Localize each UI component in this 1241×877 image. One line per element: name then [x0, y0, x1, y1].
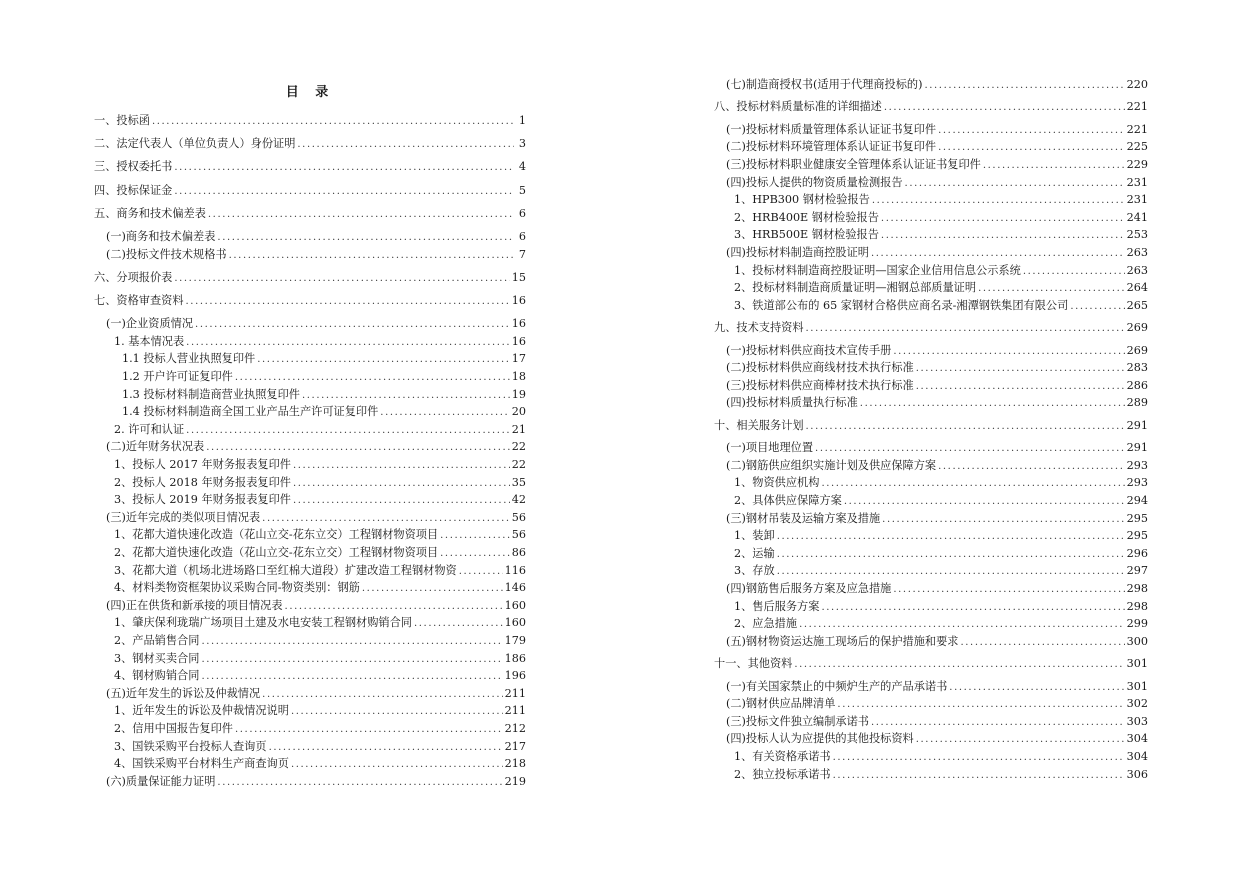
toc-entry[interactable]: [94, 136, 526, 152]
toc-entry[interactable]: [714, 440, 1148, 456]
toc-entry-page: 298: [1126, 582, 1148, 595]
toc-entry-page: 19: [511, 387, 526, 401]
toc-entry-title: 1、肇庆保利珑瑞广场项目土建及水电安装工程钢材购销合同: [114, 616, 412, 630]
toc-entry-title: 1、投标材料制造商控股证明—国家企业信用信息公示系统: [734, 263, 1021, 277]
toc-entry-title: (四)正在供货和新承接的项目情况表: [106, 598, 283, 612]
toc-leader-dots: [860, 396, 1125, 412]
toc-leader-dots: [777, 547, 1125, 563]
toc-leader-dots: [777, 529, 1125, 545]
toc-entry[interactable]: [94, 113, 526, 129]
toc-entry-title: (一)投标材料供应商技术宣传手册: [726, 343, 892, 357]
toc-entry-page: 297: [1126, 564, 1148, 578]
toc-entry-title: 五、商务和技术偏差表: [94, 206, 206, 220]
toc-entry-page: 241: [1126, 210, 1148, 224]
toc-entry-page: 5: [518, 183, 526, 197]
toc-entry-page: 35: [511, 475, 526, 489]
toc-entry-title: 1.4 投标材料制造商全国工业产品生产许可证复印件: [122, 405, 379, 419]
toc-entry-title: 3、铁道部公布的 65 家钢材合格供应商名录-湘潭钢铁集团有限公司: [734, 298, 1069, 312]
toc-entry-title: (二)钢筋供应组织实施计划及供应保障方案: [726, 458, 937, 472]
toc-entry-page: 56: [511, 510, 526, 524]
toc-entry[interactable]: [94, 756, 526, 772]
toc-entry-title: 4、钢材购销合同: [114, 669, 200, 683]
toc-entry-page: 302: [1126, 697, 1148, 711]
toc-entry-page: 212: [504, 722, 526, 735]
toc-leader-dots: [837, 697, 1124, 713]
toc-entry-page: 253: [1126, 228, 1148, 242]
toc-entry[interactable]: [714, 360, 1148, 376]
toc-entry[interactable]: [714, 320, 1148, 336]
toc-entry-title: 2、产品销售合同: [114, 634, 200, 647]
toc-entry-title: 2、具体供应保障方案: [734, 494, 842, 507]
toc-leader-dots: [881, 228, 1125, 244]
toc-entry[interactable]: [714, 563, 1148, 579]
toc-leader-dots: [1023, 264, 1125, 280]
toc-entry[interactable]: [94, 774, 526, 790]
toc-entry-page: 295: [1126, 511, 1148, 525]
toc-leader-dots: [924, 78, 1124, 94]
toc-entry-page: 21: [511, 422, 526, 436]
toc-entry[interactable]: [94, 422, 526, 438]
toc-entry-title: (一)项目地理位置: [726, 441, 814, 455]
toc-entry[interactable]: [94, 206, 526, 222]
toc-entry-page: 217: [504, 739, 526, 753]
toc-entry-page: 4: [518, 160, 526, 174]
toc-entry-page: 301: [1126, 657, 1148, 671]
toc-entry[interactable]: [94, 739, 526, 755]
toc-entry-title: 2、应急措施: [734, 617, 798, 631]
toc-entry-title: 4、材料类物资框架协议采购合同-物资类别：钢筋: [114, 581, 360, 595]
toc-entry[interactable]: [94, 651, 526, 667]
toc-entry-page: 211: [504, 704, 526, 718]
toc-entry-page: 296: [1126, 546, 1148, 560]
toc-entry-page: 86: [511, 546, 526, 559]
toc-entry[interactable]: [94, 563, 526, 579]
toc-entry-page: 16: [511, 317, 526, 331]
toc-leader-dots: [893, 344, 1124, 360]
toc-entry-page: 219: [504, 774, 526, 788]
toc-entry-title: 六、分项报价表: [94, 270, 173, 284]
toc-entry-title: 七、资格审查资料: [94, 294, 184, 307]
toc-entry-page: 221: [1126, 100, 1148, 114]
toc-entry-page: 291: [1126, 441, 1148, 455]
toc-entry-page: 304: [1126, 750, 1148, 763]
toc-entry-title: (三)投标材料供应商棒材技术执行标准: [726, 378, 914, 392]
toc-entry-page: 7: [518, 247, 526, 261]
toc-leader-dots: [186, 294, 510, 310]
toc-entry-title: 1、HPB300 钢材检验报告: [734, 193, 870, 207]
toc-leader-dots: [978, 281, 1125, 297]
toc-leader-dots: [380, 405, 509, 421]
toc-leader-dots: [217, 230, 514, 246]
toc-entry-title: 1、投标人 2017 年财务报表复印件: [114, 458, 291, 471]
toc-entry-page: 1: [518, 114, 526, 127]
toc-entry-title: (五)钢材物资运达施工现场后的保护措施和要求: [726, 634, 959, 648]
toc-leader-dots: [893, 582, 1124, 598]
toc-leader-dots: [174, 184, 514, 200]
toc-leader-dots: [833, 768, 1125, 784]
toc-entry[interactable]: [714, 245, 1148, 261]
toc-entry-page: 16: [511, 294, 526, 307]
toc-leader-dots: [884, 100, 1125, 116]
toc-leader-dots: [229, 248, 514, 264]
toc-entry-page: 265: [1126, 298, 1148, 312]
toc-leader-dots: [1070, 299, 1124, 315]
toc-entry[interactable]: [94, 229, 526, 245]
toc-entry-title: 3、钢材买卖合同: [114, 651, 200, 665]
toc-entry[interactable]: [714, 546, 1148, 562]
toc-entry[interactable]: [94, 668, 526, 684]
toc-leader-dots: [186, 423, 510, 439]
toc-entry-title: 一、投标函: [94, 114, 150, 127]
toc-entry-page: 231: [1126, 175, 1148, 189]
toc-entry[interactable]: [714, 418, 1148, 434]
toc-leader-dots: [362, 581, 503, 597]
toc-entry[interactable]: [94, 404, 526, 420]
toc-entry-title: 2、信用中国报告复印件: [114, 722, 233, 735]
toc-entry[interactable]: [714, 511, 1148, 527]
toc-entry-page: 17: [511, 352, 526, 366]
toc-leader-dots: [201, 634, 502, 650]
toc-leader-dots: [257, 352, 510, 368]
toc-leader-dots: [916, 732, 1125, 748]
toc-leader-dots: [293, 458, 510, 474]
toc-leader-dots: [938, 123, 1125, 139]
toc-leader-dots: [291, 757, 503, 773]
toc-entry-title: 2. 许可和认证: [114, 422, 185, 436]
toc-entry-title: 3、存放: [734, 564, 775, 578]
toc-entry[interactable]: [94, 703, 526, 719]
toc-entry-page: 220: [1126, 78, 1148, 91]
toc-entry[interactable]: [94, 580, 526, 596]
toc-entry[interactable]: [714, 528, 1148, 544]
toc-entry-page: 291: [1126, 418, 1148, 432]
toc-entry-title: 三、授权委托书: [94, 160, 173, 174]
toc-entry-page: 299: [1126, 617, 1148, 631]
toc-entry-title: (一)商务和技术偏差表: [106, 230, 216, 243]
toc-entry[interactable]: [714, 122, 1148, 138]
toc-entry-title: (二)投标材料环境管理体系认证证书复印件: [726, 140, 937, 154]
toc-entry[interactable]: [94, 510, 526, 526]
toc-leader-dots: [459, 564, 503, 580]
toc-entry-page: 301: [1126, 679, 1148, 693]
toc-leader-dots: [186, 335, 510, 351]
toc-leader-dots: [297, 137, 514, 153]
toc-entry-page: 186: [504, 651, 526, 665]
toc-entry[interactable]: [714, 210, 1148, 226]
toc-entry-title: (二)投标文件技术规格书: [106, 247, 227, 261]
toc-entry[interactable]: [714, 656, 1148, 672]
toc-entry-title: (四)投标人提供的物资质量检测报告: [726, 175, 903, 189]
toc-entry[interactable]: [714, 343, 1148, 359]
toc-entry[interactable]: [714, 280, 1148, 296]
toc-leader-dots: [262, 511, 510, 527]
toc-entry-page: 283: [1126, 361, 1148, 375]
toc-entry-title: 2、花都大道快速化改造（花山立交-花东立交）工程钢材物资项目: [114, 546, 439, 559]
toc-entry[interactable]: [94, 598, 526, 614]
toc-entry-title: (七)制造商授权书(适用于代理商投标的): [726, 78, 923, 91]
toc-entry[interactable]: [94, 615, 526, 631]
toc-entry-title: 1.3 投标材料制造商营业执照复印件: [122, 387, 300, 401]
toc-entry[interactable]: [714, 458, 1148, 474]
toc-leader-dots: [938, 140, 1125, 156]
toc-entry[interactable]: [94, 247, 526, 263]
toc-entry-title: 十一、其他资料: [714, 657, 793, 671]
toc-entry-page: 269: [1126, 321, 1148, 335]
toc-entry[interactable]: [714, 599, 1148, 615]
toc-entry[interactable]: [94, 270, 526, 286]
toc-entry-title: 2、投标材料制造商质量证明—湘钢总部质量证明: [734, 281, 977, 295]
toc-entry[interactable]: [94, 475, 526, 491]
toc-entry[interactable]: [714, 696, 1148, 712]
toc-entry-title: 1、近年发生的诉讼及仲裁情况说明: [114, 704, 289, 718]
toc-leader-dots: [806, 419, 1125, 435]
toc-entry-page: 225: [1126, 140, 1148, 154]
toc-entry-title: (四)钢筋售后服务方案及应急措施: [726, 582, 892, 595]
toc-entry-page: 263: [1126, 263, 1148, 277]
toc-leader-dots: [821, 600, 1124, 616]
toc-entry-page: 3: [518, 137, 526, 151]
toc-leader-dots: [844, 494, 1125, 510]
toc-entry-title: (三)投标文件独立编制承诺书: [726, 714, 869, 728]
toc-entry-title: (二)钢材供应品牌清单: [726, 697, 836, 711]
toc-entry[interactable]: [714, 395, 1148, 411]
toc-entry[interactable]: [714, 475, 1148, 491]
toc-entry-page: 22: [511, 458, 526, 471]
toc-leader-dots: [905, 176, 1125, 192]
toc-leader-dots: [440, 528, 510, 544]
toc-leader-dots: [195, 317, 510, 333]
toc-leader-dots: [302, 388, 510, 404]
toc-entry-title: 1、有关资格承诺书: [734, 750, 831, 763]
toc-entry-title: 1.1 投标人营业执照复印件: [122, 352, 256, 366]
toc-entry-title: (一)投标材料质量管理体系认证证书复印件: [726, 122, 937, 136]
toc-entry[interactable]: [94, 387, 526, 403]
toc-leader-dots: [916, 361, 1125, 377]
toc-entry[interactable]: [714, 263, 1148, 279]
toc-entry[interactable]: [714, 77, 1148, 93]
toc-entry-page: 6: [518, 230, 526, 243]
toc-entry-title: 十、相关服务计划: [714, 418, 804, 432]
toc-leader-dots: [152, 114, 514, 130]
toc-entry-title: 1.2 开户许可证复印件: [122, 370, 233, 383]
toc-entry-title: (四)投标材料质量执行标准: [726, 396, 858, 410]
toc-entry[interactable]: [94, 183, 526, 199]
toc-entry-page: 293: [1126, 458, 1148, 472]
toc-entry-title: (一)企业资质情况: [106, 317, 194, 331]
toc-entry[interactable]: [94, 293, 526, 309]
toc-entry-title: (一)有关国家禁止的中频炉生产的产品承诺书: [726, 679, 948, 693]
toc-entry-page: 15: [511, 270, 526, 284]
toc-entry-page: 293: [1126, 476, 1148, 490]
toc-entry-page: 264: [1126, 281, 1148, 295]
toc-leader-dots: [285, 599, 503, 615]
toc-entry[interactable]: [94, 316, 526, 332]
toc-entry[interactable]: [94, 439, 526, 455]
toc-entry-title: (六)质量保证能力证明: [106, 774, 216, 788]
toc-entry[interactable]: [714, 157, 1148, 173]
toc-entry[interactable]: [714, 679, 1148, 695]
toc-leader-dots: [916, 379, 1125, 395]
toc-entry[interactable]: [714, 298, 1148, 314]
toc-entry-page: 42: [511, 493, 526, 507]
toc-entry-title: 3、国铁采购平台投标人查询页: [114, 739, 267, 753]
toc-leader-dots: [777, 564, 1125, 580]
toc-entry-title: (二)投标材料供应商线材技术执行标准: [726, 361, 914, 375]
toc-leader-dots: [872, 193, 1125, 209]
toc-leader-dots: [414, 616, 503, 632]
toc-leader-dots: [293, 493, 510, 509]
toc-entry-title: (三)近年完成的类似项目情况表: [106, 510, 261, 524]
toc-entry-title: (三)投标材料职业健康安全管理体系认证证书复印件: [726, 158, 981, 171]
toc-entry[interactable]: [714, 767, 1148, 783]
toc-entry-page: 298: [1126, 599, 1148, 613]
toc-entry-page: 146: [504, 581, 526, 595]
toc-entry-page: 22: [511, 440, 526, 454]
toc-entry-title: (五)近年发生的诉讼及仲裁情况: [106, 686, 261, 700]
toc-leader-dots: [291, 704, 503, 720]
toc-entry-page: 295: [1126, 529, 1148, 543]
toc-leader-dots: [201, 669, 502, 685]
toc-leader-dots: [794, 657, 1124, 673]
toc-entry-page: 56: [511, 528, 526, 542]
toc-entry[interactable]: [714, 714, 1148, 730]
toc-leader-dots: [206, 440, 510, 456]
toc-entry-page: 294: [1126, 494, 1148, 507]
toc-entry[interactable]: [714, 731, 1148, 747]
toc-entry[interactable]: [714, 139, 1148, 155]
toc-entry-title: (二)近年财务状况表: [106, 440, 205, 454]
toc-leader-dots: [208, 207, 514, 223]
toc-entry-title: (三)钢材吊装及运输方案及措施: [726, 511, 881, 525]
toc-leader-dots: [833, 750, 1125, 766]
toc-entry-page: 263: [1126, 246, 1148, 259]
toc-entry-page: 20: [511, 405, 526, 419]
toc-entry[interactable]: [714, 192, 1148, 208]
toc-entry-page: 221: [1126, 122, 1148, 136]
toc-entry-title: 2、HRB400E 钢材检验报告: [734, 210, 879, 224]
toc-leader-dots: [440, 546, 510, 562]
toc-entry-title: 3、投标人 2019 年财务报表复印件: [114, 493, 291, 507]
toc-entry-title: 四、投标保证金: [94, 183, 173, 197]
toc-entry[interactable]: [714, 175, 1148, 191]
toc-entry[interactable]: [94, 159, 526, 175]
toc-leader-dots: [269, 740, 503, 756]
toc-leader-dots: [871, 715, 1125, 731]
toc-entry-page: 116: [504, 563, 526, 577]
toc-entry-title: 1. 基本情况表: [114, 334, 185, 348]
toc-entry-title: 2、独立投标承诺书: [734, 767, 831, 781]
toc-leader-dots: [815, 441, 1125, 457]
toc-entry-title: 1、装卸: [734, 529, 775, 543]
toc-entry-title: 3、花都大道（机场北进场路口至红棉大道段）扩建改造工程钢材物资: [114, 563, 457, 577]
toc-entry[interactable]: [94, 492, 526, 508]
toc-entry-title: 二、法定代表人（单位负责人）身份证明: [94, 137, 296, 151]
toc-entry[interactable]: [714, 749, 1148, 765]
toc-entry-page: 196: [504, 669, 526, 683]
toc-entry-title: 1、花都大道快速化改造（花山立交-花东立交）工程钢材物资项目: [114, 528, 439, 542]
toc-entry-title: 八、投标材料质量标准的详细描述: [714, 100, 882, 114]
toc-entry[interactable]: [94, 351, 526, 367]
toc-entry-page: 16: [511, 334, 526, 348]
toc-entry[interactable]: [94, 545, 526, 561]
toc-leader-dots: [938, 459, 1125, 475]
toc-entry-title: 九、技术支持资料: [714, 321, 804, 335]
toc-entry-title: 4、国铁采购平台材料生产商查询页: [114, 757, 289, 771]
toc-leader-dots: [235, 370, 510, 386]
toc-entry-title: 1、售后服务方案: [734, 599, 820, 613]
toc-leader-dots: [882, 512, 1124, 528]
toc-entry-title: (四)投标人认为应提供的其他投标资料: [726, 732, 914, 746]
toc-entry[interactable]: [714, 99, 1148, 115]
toc-title: 目 录: [285, 85, 335, 100]
toc-entry-page: 304: [1126, 732, 1148, 746]
toc-entry-page: 160: [504, 598, 526, 612]
toc-entry[interactable]: [94, 721, 526, 737]
toc-leader-dots: [174, 160, 514, 176]
toc-leader-dots: [806, 321, 1125, 337]
toc-entry-title: (四)投标材料制造商控股证明: [726, 246, 869, 259]
toc-entry[interactable]: [714, 581, 1148, 597]
toc-entry-title: 2、投标人 2018 年财务报表复印件: [114, 475, 291, 489]
toc-leader-dots: [217, 775, 502, 791]
toc-entry[interactable]: [94, 457, 526, 473]
toc-entry[interactable]: [714, 634, 1148, 650]
toc-entry-page: 18: [511, 370, 526, 383]
toc-entry-page: 160: [504, 616, 526, 630]
toc-entry[interactable]: [94, 527, 526, 543]
toc-leader-dots: [881, 211, 1125, 227]
toc-entry[interactable]: [714, 227, 1148, 243]
toc-leader-dots: [293, 476, 510, 492]
toc-entry-page: 306: [1126, 767, 1148, 781]
toc-leader-dots: [799, 617, 1125, 633]
toc-entry-page: 286: [1126, 378, 1148, 392]
toc-entry-title: 2、运输: [734, 546, 775, 560]
toc-entry-title: 3、HRB500E 钢材检验报告: [734, 228, 879, 242]
toc-entry-page: 218: [504, 757, 526, 771]
toc-leader-dots: [871, 246, 1125, 262]
toc-leader-dots: [262, 687, 502, 703]
toc-leader-dots: [235, 722, 503, 738]
toc-entry[interactable]: [94, 686, 526, 702]
toc-entry-page: 6: [518, 206, 526, 220]
toc-entry[interactable]: [714, 616, 1148, 632]
toc-leader-dots: [949, 680, 1124, 696]
toc-leader-dots: [174, 271, 509, 287]
toc-entry-page: 300: [1126, 634, 1148, 648]
toc-entry-page: 269: [1126, 343, 1148, 357]
toc-entry-title: 1、物资供应机构: [734, 476, 820, 490]
toc-entry[interactable]: [94, 633, 526, 649]
toc-entry[interactable]: [714, 493, 1148, 509]
toc-entry[interactable]: [714, 378, 1148, 394]
toc-entry-page: 231: [1126, 193, 1148, 207]
toc-leader-dots: [201, 652, 502, 668]
toc-entry-page: 179: [504, 634, 526, 647]
toc-entry-page: 229: [1126, 158, 1148, 171]
toc-leader-dots: [821, 476, 1124, 492]
toc-entry[interactable]: [94, 334, 526, 350]
toc-leader-dots: [983, 158, 1125, 174]
toc-entry-page: 211: [504, 686, 526, 700]
toc-entry-page: 289: [1126, 396, 1148, 410]
toc-leader-dots: [960, 635, 1124, 651]
toc-entry[interactable]: [94, 369, 526, 385]
toc-entry-page: 303: [1126, 714, 1148, 728]
